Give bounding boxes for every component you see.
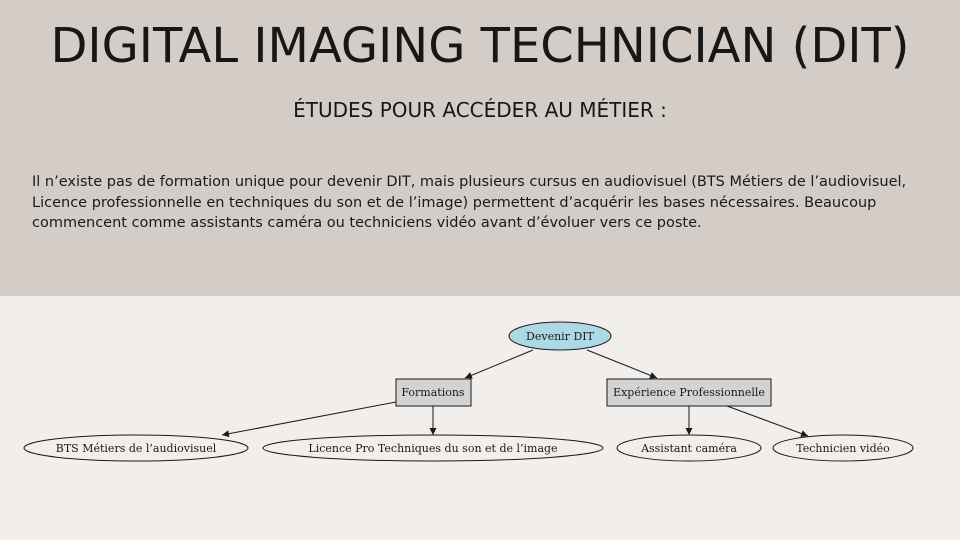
- node-licence-pro: [263, 435, 603, 461]
- node-licence-label: Licence Pro Techniques du son et de l’image: [308, 442, 558, 455]
- node-assistant-label: Assistant caméra: [641, 442, 737, 455]
- node-technicien-label: Technicien vidéo: [796, 442, 890, 455]
- node-devenir-dit: [509, 322, 611, 350]
- node-formations-label: Formations: [401, 386, 465, 399]
- intro-paragraph: Il n’existe pas de formation unique pour devenir DIT, mais plusieurs cursus en audiovisuel (BTS Métiers de l’audiovisuel, Licence professionnelle en techniques du son et de l’image) permettent d’acquérir les bases nécessaires. Beaucoup commencent comme assistants caméra ou techniciens vidéo avant d’évoluer vers ce poste.: [32, 174, 907, 231]
- edge-formations-bts: [222, 402, 396, 435]
- career-path-diagram: [0, 296, 960, 540]
- node-devenir-dit-label: Devenir DIT: [526, 330, 594, 343]
- diagram-canvas: [0, 296, 960, 540]
- page-title: DIGITAL IMAGING TECHNICIAN (DIT): [50, 18, 910, 74]
- node-technicien-video: [773, 435, 913, 461]
- edge-experience-technicien: [727, 406, 808, 436]
- edge-root-formations: [465, 350, 533, 378]
- node-formations: [396, 379, 471, 406]
- edge-root-experience: [587, 350, 657, 378]
- node-bts: [24, 435, 248, 461]
- section-subtitle: ÉTUDES POUR ACCÉDER AU MÉTIER :: [293, 98, 667, 122]
- node-experience-professionnelle: [607, 379, 771, 406]
- node-experience-label: Expérience Professionnelle: [613, 386, 765, 399]
- node-bts-label: BTS Métiers de l’audiovisuel: [55, 442, 217, 455]
- node-assistant-camera: [617, 435, 761, 461]
